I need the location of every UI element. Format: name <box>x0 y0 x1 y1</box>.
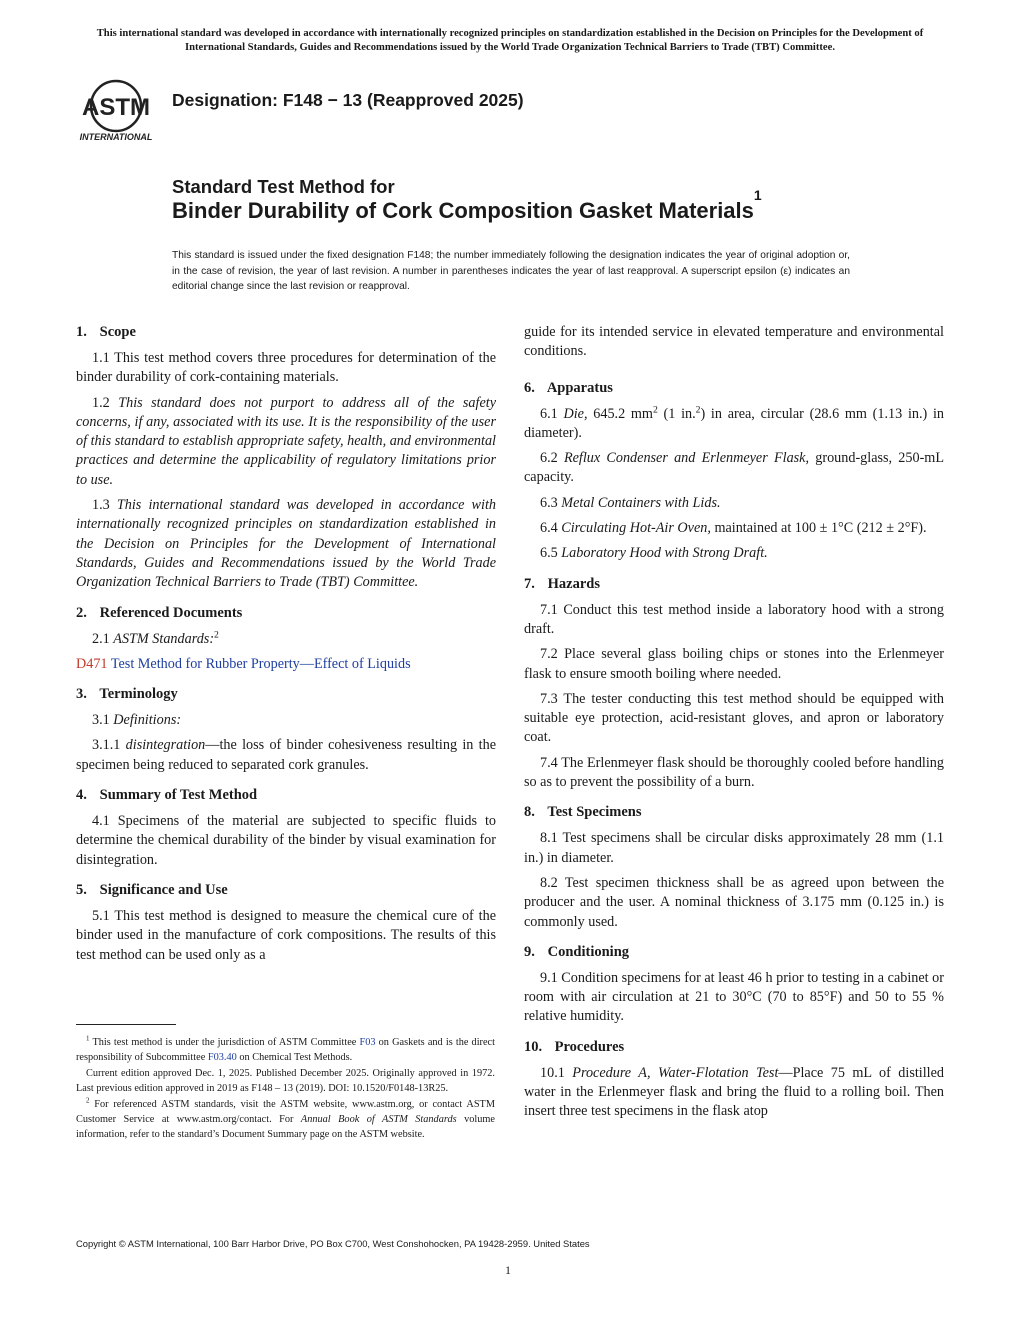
section-scope <box>76 323 496 593</box>
paragraph: 9.1 Condition specimens for at least 46 h prior to testing in a cabinet or room with air circulation at 21 to 30°C (70 to 85°F) and 50 to 55 % relative humidity. <box>524 969 944 1025</box>
paragraph: 3.1 Definitions: <box>92 712 182 729</box>
footnote-1: $^1$ This test method is under the jurisdiction of ASTM Committee F03 on Gaskets and is the direct responsibility of Subcommittee F03.40 on Chemical Test Methods. <box>76 1034 495 1064</box>
section-heading: 3. Terminology <box>76 686 178 703</box>
paragraph: 5.1 This test method is designed to measure the chemical cure of the binder used in the manufacture of cork compositions. The results of this test method can be used only as a <box>76 907 496 963</box>
section-apparatus <box>524 379 944 564</box>
reference-title[interactable]: Test Method for Rubber Property—Effect of Liquids <box>110 655 411 672</box>
title-line-2 <box>172 187 762 224</box>
footnote-1-edition: Current edition approved Dec. 1, 2025. Published December 2025. Originally approved in 1972. Last previous edition approved in 2019 as F148 – 13 (2019). DOI: 10.1520/F0148-13R25. <box>76 1067 495 1095</box>
paragraph: 8.1 Test specimens shall be circular disks approximately 28 mm (1.1 in.) in diameter. <box>524 830 944 866</box>
logo-word: INTERNATIONAL <box>79 132 153 142</box>
paragraph: 1.2 This standard does not purport to address all of the safety concerns, if any, associated with its use. It is the responsibility of the user of this standard to establish appropriate safety, health, and environmental practices and determine the applicability of regulatory limitations prior to use. <box>76 394 496 488</box>
designation: Designation: F148 − 13 (Reapproved 2025) <box>172 90 524 110</box>
paragraph: 6.4 Circulating Hot-Air Oven, maintained at 100 ± 1°C (212 ± 2°F). <box>540 520 927 537</box>
section-heading: 7. Hazards <box>524 575 600 592</box>
paragraph: 8.2 Test specimen thickness shall be as agreed upon between the producer and the user. A nominal thickness of 3.175 mm (0.125 in.) is commonly used. <box>524 874 944 930</box>
section-heading: 2. Referenced Documents <box>76 604 243 621</box>
section-heading: 6. Apparatus <box>524 379 613 396</box>
left-column <box>76 323 496 976</box>
section-test-specimens <box>524 803 944 931</box>
section-conditioning <box>524 943 944 1027</box>
section-significance <box>76 881 496 965</box>
reference-code[interactable]: D471 <box>76 655 108 672</box>
section-heading: 10. Procedures <box>524 1038 625 1055</box>
section-heading: 4. Summary of Test Method <box>76 787 258 804</box>
page-number: 1 <box>505 1263 511 1277</box>
section-terminology <box>76 685 496 775</box>
paragraph: 7.2 Place several glass boiling chips or stones into the Erlenmeyer flask to ensure smooth boiling where needed. <box>524 646 944 682</box>
paragraph-continued: guide for its intended service in elevated temperature and environmental conditions. <box>524 324 944 360</box>
footnote-rule <box>76 1024 176 1025</box>
section-summary <box>76 786 496 870</box>
title-line-1: Standard Test Method for <box>172 176 395 197</box>
paragraph: 4.1 Specimens of the material are subjected to specific fluids to determine the chemical durability of the binder by visual examination for disintegration. <box>76 813 496 868</box>
paragraph: 3.1.1 disintegration—the loss of binder cohesiveness resulting in the specimen being reduced to separated cork granules. <box>76 737 496 773</box>
section-heading: 1. Scope <box>76 324 136 340</box>
paragraph: 7.4 The Erlenmeyer flask should be thoroughly cooled before handling so as to prevent the possibility of a burn. <box>524 754 944 791</box>
title-footnote-mark: 1 <box>753 187 762 203</box>
paragraph: 6.1 Die, 645.2 $mm^2$ (1 in.$^2$) in area, circular (28.6 mm (1.13 in.) in diameter). <box>524 403 945 441</box>
section-hazards <box>524 575 944 793</box>
footnote-2: $^2$ For referenced ASTM standards, visit the ASTM website, www.astm.org, or contact ASTM Customer Service at www.astm.org/contact. For Annual Book of ASTM Standards volume information, refer to the standard’s Document Summary page on the ASTM website. <box>76 1096 495 1141</box>
issuance-note: This standard is issued under the fixed designation F148; the number immediately following the designation indicates the year of original adoption or, in the case of revision, the year of last revision. A number in parentheses indicates the year of last reapproval. A superscript epsilon (ε) indicates an editorial change since the last revision or reapproval. <box>172 250 850 292</box>
reference-link[interactable] <box>76 655 496 674</box>
paragraph: 6.3 Metal Containers with Lids. <box>540 494 721 511</box>
committee-link[interactable]: F03 <box>359 1037 376 1048</box>
section-heading: 8. Test Specimens <box>524 804 642 821</box>
paragraph: 7.3 The tester conducting this test method should be equipped with suitable eye protection, acid-resistant gloves, and apron or laboratory coat. <box>524 690 944 746</box>
section-procedures <box>524 1038 944 1122</box>
paragraph: 1.1 This test method covers three procedures for determination of the binder durability of cork-containing materials. <box>76 350 496 386</box>
paragraph: 7.1 Conduct this test method inside a laboratory hood with a strong draft. <box>524 601 944 637</box>
title-text: Binder Durability of Cork Composition Gasket Materials <box>172 198 754 223</box>
astm-logo <box>72 78 160 144</box>
logo-letters: ASTM <box>82 94 150 121</box>
top-note: This international standard was developed in accordance with internationally recognized principles on standardization established in the Decision on Principles for the Development of International Standards, Guides and Recommendations issued by the World Trade Organization Technical Barriers to Trade (TBT) Committee. <box>96 28 924 53</box>
paragraph: 2.1 ASTM Standards:$^2$ <box>92 628 219 647</box>
paragraph: 6.2 Reflux Condenser and Erlenmeyer Flask, ground-glass, 250-mL capacity. <box>524 450 945 486</box>
copyright: Copyright © ASTM International, 100 Barr Harbor Drive, PO Box C700, West Conshohocken, PA 19428-2959. United States <box>76 1238 590 1249</box>
footnotes <box>76 1035 495 1143</box>
right-column <box>524 323 944 1133</box>
section-heading: 9. Conditioning <box>524 943 630 960</box>
paragraph: 6.5 Laboratory Hood with Strong Draft. <box>540 545 768 562</box>
paragraph: 10.1 Procedure A, Water-Flotation Test—Place 75 mL of distilled water in the Erlenmeyer flask and bring the fluid to a rolling boil. Then insert three test specimens in the flask atop <box>524 1064 945 1120</box>
paragraph: 1.3 This international standard was developed in accordance with internationally recognized principles on standardization established in the Decision on Principles for the Development of International Standards, Guides and Recommendations issued by the World Trade Organization Technical Barriers to Trade (TBT) Committee. <box>76 497 496 591</box>
section-referenced-documents <box>76 604 496 675</box>
section-heading: 5. Significance and Use <box>76 881 228 898</box>
subcommittee-link[interactable]: F03.40 <box>207 1052 237 1064</box>
